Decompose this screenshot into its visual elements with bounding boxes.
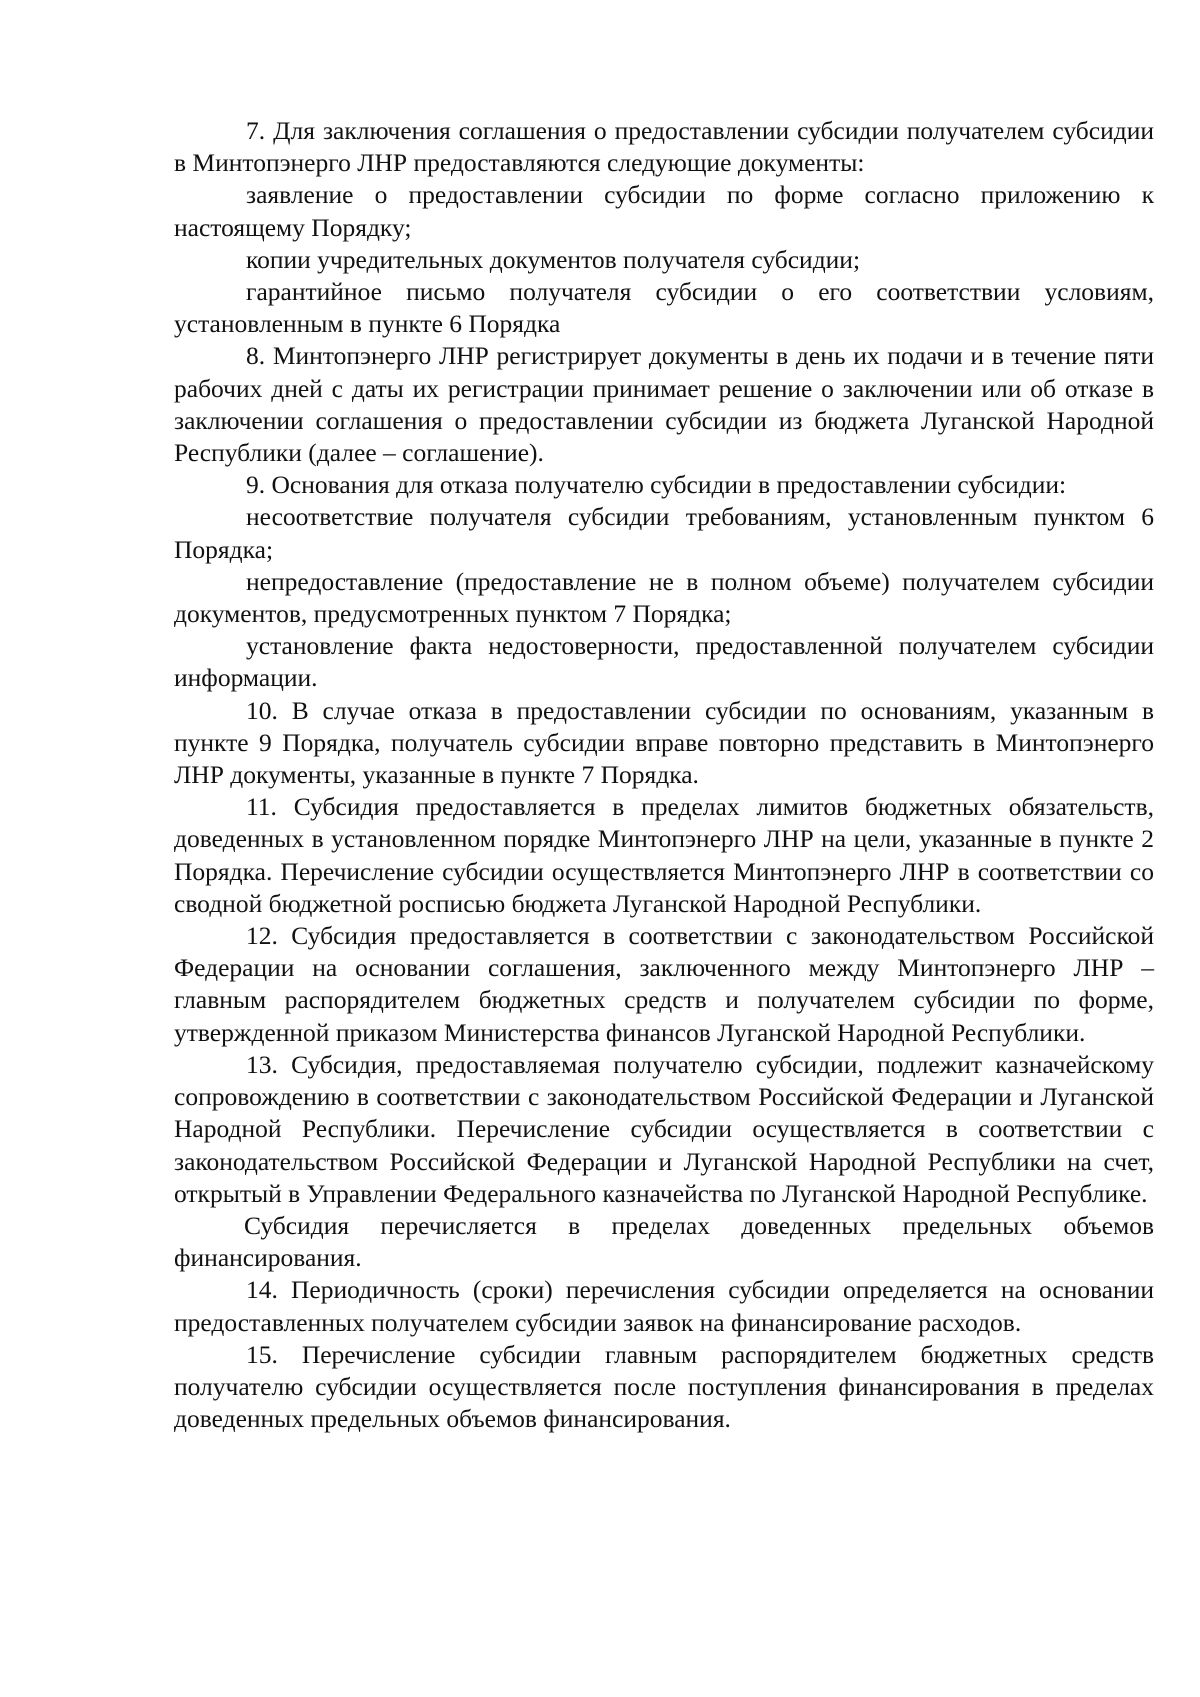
paragraph-12: 12. Субсидия предоставляется в соответствии с законодательством Российской Федерации на основании соглашения, заключенного между Минтопэнерго ЛНР – главным распорядителем бюджетных средств и получателем субсидии по форме, утвержденной приказом Министерства финансов Луганской Народной Республики. xyxy=(174,921,1154,1047)
paragraph-14: 14. Периодичность (сроки) перечисления субсидии определяется на основании предоставленных получателем субсидии заявок на финансирование расходов. xyxy=(174,1275,1154,1337)
paragraph-9-item-unreliability: установление факта недостоверности, предоставленной получателем субсидии информации. xyxy=(174,631,1154,693)
paragraph-7-item-application: заявление о предоставлении субсидии по форме согласно приложению к настоящему Порядку; xyxy=(174,180,1154,242)
paragraph-9-item-nonsubmission: непредоставление (предоставление не в полном объеме) получателем субсидии документов, предусмотренных пунктом 7 Порядка; xyxy=(174,566,1154,629)
paragraph-10: 10. В случае отказа в предоставлении субсидии по основаниям, указанным в пункте 9 Порядка, получатель субсидии вправе повторно представить в Минтопэнерго ЛНР документы, указанные в пункте 7 Порядка. xyxy=(174,695,1154,790)
document-page xyxy=(174,115,1154,1435)
paragraph-15: 15. Перечисление субсидии главным распорядителем бюджетных средств получателю субсидии осуществляется после поступления финансирования в пределах доведенных предельных объемов финансирования. xyxy=(174,1339,1154,1434)
paragraph-7-item-copies: копии учредительных документов получателя субсидии; xyxy=(246,244,861,274)
paragraph-13-continuation: Субсидия перечисляется в пределах доведенных предельных объемов финансирования. xyxy=(174,1210,1154,1273)
paragraph-11: 11. Субсидия предоставляется в пределах лимитов бюджетных обязательств, доведенных в установленном порядке Минтопэнерго ЛНР на цели, указанные в пункте 2 Порядка. Перечисление субсидии осуществляется Минтопэнерго ЛНР в соответствии со сводной бюджетной росписью бюджета Луганской Народной Республики. xyxy=(174,792,1154,918)
paragraph-8: 8. Минтопэнерго ЛНР регистрирует документы в день их подачи и в течение пяти рабочих дней с даты их регистрации принимает решение о заключении или об отказе в заключении соглашения о предоставлении субсидии из бюджета Луганской Народной Республики (далее – соглашение). xyxy=(174,341,1154,468)
paragraph-9: 9. Основания для отказа получателю субсидии в предоставлении субсидии: xyxy=(246,470,1067,500)
paragraph-13: 13. Субсидия, предоставляемая получателю субсидии, подлежит казначейскому сопровождению в соответствии с законодательством Российской Федерации и Луганской Народной Республики. Перечисление субсидии осуществляется в соответствии с законодательством Российской Федерации и Луганской Народной Республики на счет, открытый в Управлении Федерального казначейства по Луганской Народной Республике. xyxy=(174,1049,1154,1208)
paragraph-9-item-noncompliance: несоответствие получателя субсидии требованиям, установленным пунктом 6 Порядка; xyxy=(174,502,1154,564)
paragraph-7: 7. Для заключения соглашения о предоставлении субсидии получателем субсидии в Минтопэнерго ЛНР предоставляются следующие документы: xyxy=(174,116,1154,178)
paragraph-7-item-guarantee-letter: гарантийное письмо получателя субсидии о его соответствии условиям, установленным в пункте 6 Порядка xyxy=(174,277,1154,339)
